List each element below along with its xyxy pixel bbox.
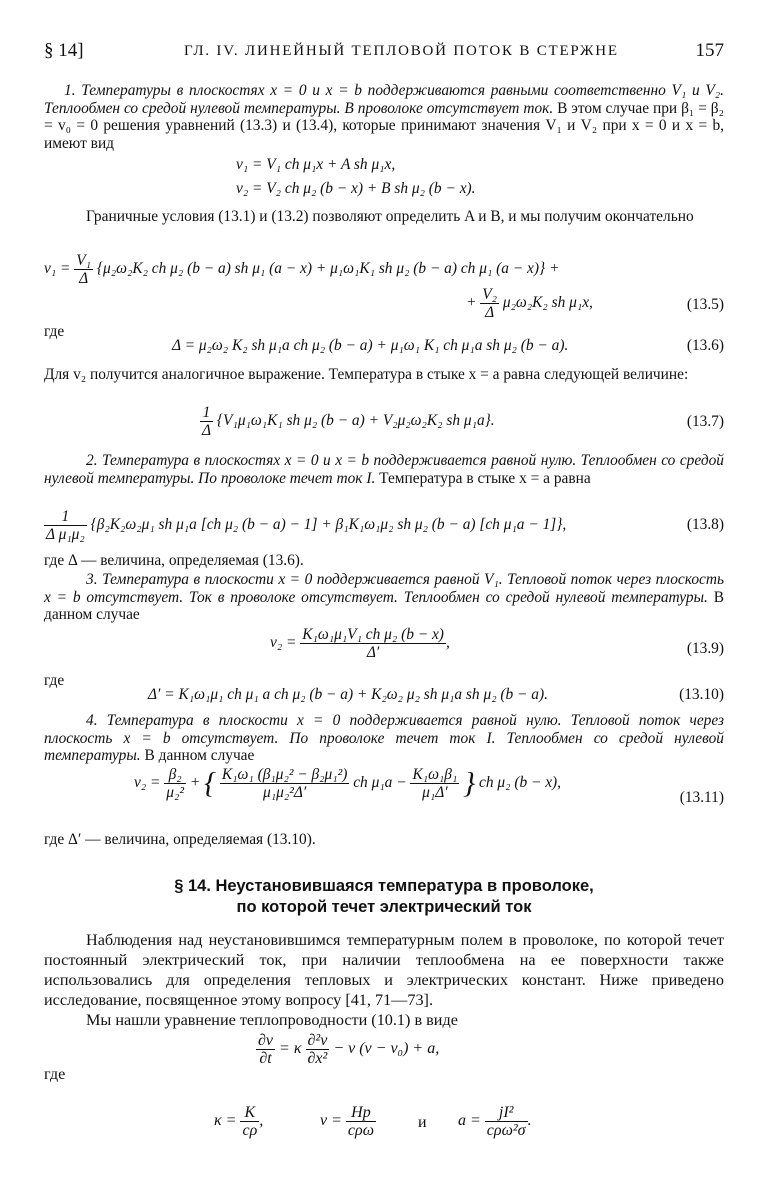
section-14-title-line1: § 14. Неустановившаяся температура в проволоке, — [174, 877, 594, 895]
header-title: ГЛ. IV. ЛИНЕЙНЫЙ ТЕПЛОВОЙ ПОТОК В СТЕРЖНЕ — [184, 43, 619, 59]
where-section14: где — [44, 1065, 66, 1083]
eq-num-13-8: (13.8) — [686, 516, 724, 533]
case1-paragraph — [44, 82, 724, 152]
eq-a: a = $\frac{\text{jI²}}{\text{cρω²σ}}$ . — [458, 1104, 532, 1139]
section-14-title-line2: по которой течет электрический ток — [236, 898, 532, 916]
eq-num-13-9: (13.9) — [686, 640, 724, 657]
and-word: и — [418, 1114, 427, 1131]
eq-num-13-11: (13.11) — [679, 789, 724, 806]
eq-13-7-body: {V₁μ₁ω₁K₁ sh μ₂ (b − a) + V₂μ₂ω₂K₂ sh μ₁a}. — [216, 412, 495, 430]
case3-paragraph — [44, 571, 724, 624]
eq-num-13-7: (13.7) — [686, 413, 724, 430]
eq-v2: v₂ = V₂ ch μ₂ (b − x) + B sh μ₂ (b − x). — [236, 180, 476, 197]
page-number: 157 — [695, 40, 724, 61]
eq-13-7: $\frac{1}{\Delta}$ {V₁μ₁ω₁K₁ sh μ₂ (b − a) + V₂μ₂ω₂K₂ sh μ₁a}. — [202, 404, 495, 439]
case2-intro: 2. Температура в плоскостях x = 0 и x = b поддерживается равной нулю. Теплообмен со средой нулевой температуры. По проволоке течет ток I. — [44, 452, 724, 487]
eq-num-13-6: (13.6) — [686, 337, 724, 354]
eq-13-5-b: μ₂ω₂K₂ sh μ₁x, — [502, 294, 593, 312]
where-1: где — [44, 323, 65, 340]
eq-heat-rest: − ν (v − v₀) + a, — [333, 1040, 440, 1058]
case4-paragraph — [44, 712, 724, 765]
eq-13-9: v₂ = $\frac{\text{K₁ω₁μ₁V₁ ch μ₂ (b − x)}}{\Delta'}$ , — [270, 626, 450, 661]
eq-nu: ν = $\frac{Hp}{\text{cρω}}$ — [320, 1104, 374, 1139]
eq-13-10: Δ′ = K₁ω₁μ₁ ch μ₁ a ch μ₂ (b − a) + K₂ω₂ μ₂ sh μ₁a sh μ₂ (b − a). — [148, 686, 548, 703]
eq-heat: $\frac{\partial v}{\partial t}$ = κ $\frac{\text{∂²v}}{\text{∂x²}}$ − ν (v − v₀) + a, — [258, 1032, 440, 1067]
eq-13-6: Δ = μ₂ω₂ K₂ sh μ₁a ch μ₂ (b − a) + μ₁ω₁ K₁ ch μ₁a sh μ₂ (b − a). — [172, 337, 569, 354]
running-header — [44, 40, 724, 70]
eq-13-8-body: {β₂K₂ω₂μ₁ sh μ₁a [ch μ₂ (b − a) − 1] + β₁K₁ω₁μ₂ sh μ₂ (b − a) [ch μ₁a − 1]}, — [90, 516, 567, 534]
eq-num-13-10: (13.10) — [679, 686, 724, 703]
case2-paragraph — [44, 452, 724, 487]
case1-cont: В этом случае при β₁ = β₂ = v₀ = 0 решения уравнений (13.3) и (13.4), которые принимают значения V₁ и V₂ при x = 0 и x = b, имеют вид — [44, 99, 724, 152]
eq-13-5-a: {μ₂ω₂K₂ ch μ₂ (b − a) sh μ₁ (a − x) + μ₁ω₁K₁ sh μ₂ (b − a) ch μ₁ (a − x)} + — [96, 260, 560, 278]
case3-intro: 3. Температура в плоскости x = 0 поддерживается равной V₁. Тепловой поток через плоскость x = b отсутствует. Ток в проволоке отсутствует. Теплообмен со средой нулевой температуры. — [44, 571, 724, 606]
analog-paragraph: Для v₂ получится аналогичное выражение. Температура в стыке x = a равна следующей величине: — [44, 366, 689, 383]
section-14-title — [44, 876, 724, 918]
where-3: где — [44, 672, 65, 689]
case4-cont: В данном случае — [144, 747, 255, 764]
eq-13-5-line1: v₁ = $\frac{\text{V₁}}{\Delta}$ {μ₂ω₂K₂ ch μ₂ (b − a) sh μ₁ (a − x) + μ₁ω₁K₁ sh μ₂ (b − a) ch μ₁ (a − x)} + — [44, 252, 560, 287]
boundary-paragraph: Граничные условия (13.1) и (13.2) позволяют определить A и B, и мы получим окончательно — [86, 208, 694, 225]
eq-kappa: κ = $\frac{K}{c\rho}$ , — [214, 1104, 264, 1139]
case2-cont: Температура в стыке x = a равна — [379, 469, 591, 487]
eq-13-8: $\frac{1}{\text{Δ μ₁μ₂}}$ {β₂K₂ω₂μ₁ sh μ₁a [ch μ₂ (b − a) − 1] + β₁K₁ω₁μ₂ sh μ₂ (b − a) [ch μ₁a − 1]}, — [46, 508, 567, 543]
eq-num-13-5: (13.5) — [686, 296, 724, 313]
section-14-para2: Мы нашли уравнение теплопроводности (10.1) в виде — [86, 1011, 458, 1029]
case4-intro: 4. Температура в плоскости x = 0 поддерживается равной нулю. Тепловой поток через плоскость x = b отсутствует. По проволоке течет ток I. Теплообмен со средой нулевой температуры. — [44, 712, 724, 764]
case1-intro: 1. Температуры в плоскостях x = 0 и x = b поддерживаются равными соответственно V₁ и V₂. Теплообмен со средой нулевой температуры. В проволоке отсутствует ток. — [44, 82, 724, 117]
header-section: § 14] — [44, 40, 84, 61]
case3-cont: В данном случае — [44, 588, 724, 623]
eq-13-5-line2: + $\frac{\text{V₂}}{\Delta}$ μ₂ω₂K₂ sh μ₁x, — [466, 286, 593, 321]
eq-13-11: v₂ = $\frac{\text{β₂}}{\text{μ₂²}}$ + { $\frac{\text{K₁ω₁ (β₁μ₂² − β₂μ₁²)}}{\text{μ₁μ₂²Δ′}}$ ch μ₁a − $\frac{\text{K₁ω₁β₁}}{\text{μ₁Δ′}}$ } ch μ₂ (b − x), — [134, 766, 562, 801]
case2-where: где Δ — величина, определяемая (13.6). — [44, 552, 304, 569]
case4-where: где Δ′ — величина, определяемая (13.10). — [44, 831, 316, 848]
eq-v1: v₁ = V₁ ch μ₁x + A sh μ₁x, — [236, 156, 396, 173]
section-14-para1: Наблюдения над неустановившимся температурным полем в проволоке, по которой течет постоянный электрический ток, при наличии теплообмена на ее поверхности также использовались для определения тепловых и электрических констант. Ниже приведено исследование, посвященное этому вопросу [41, 71—73]. — [44, 931, 724, 1009]
